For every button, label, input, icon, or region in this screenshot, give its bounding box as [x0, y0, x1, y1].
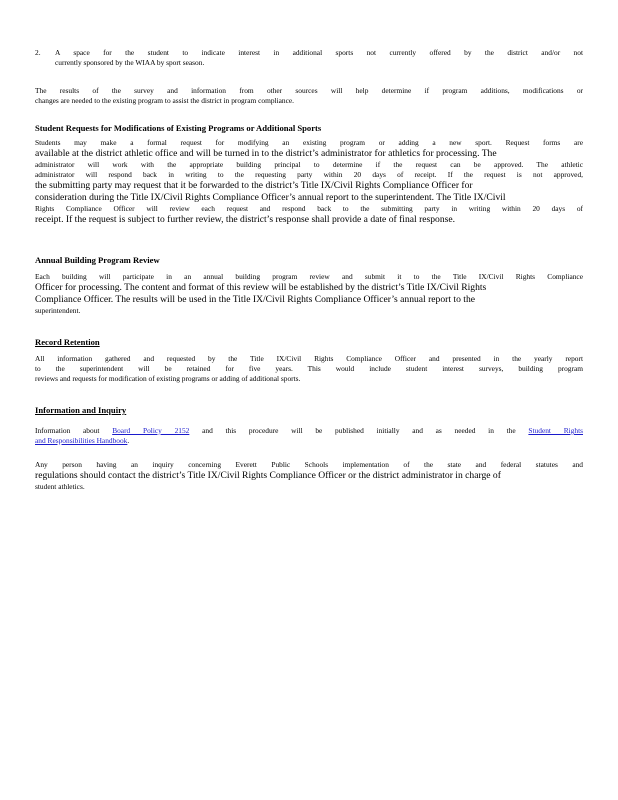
section-heading-student-requests: Student Requests for Modifications of Existing Programs or Additional Sports — [35, 123, 322, 133]
section-heading-annual-review: Annual Building Program Review — [35, 255, 160, 265]
inquiry-line: regulations should contact the district’s Title IX/Civil Rights Compliance Officer or the district administrator in charge of — [35, 470, 501, 481]
student-rights-handbook-link-part2[interactable]: and Responsibilities Handbook — [35, 436, 128, 445]
student-requests-line: receipt. If the request is subject to further review, the district’s response shall provide a date of final response. — [35, 214, 456, 225]
list-number: 2. — [35, 48, 41, 57]
student-rights-handbook-link-part1[interactable]: Student Rights — [528, 426, 583, 435]
list-item-2 — [35, 48, 583, 68]
annual-review-section — [35, 254, 583, 316]
list-item-2-line1: 2. A space for the student to indicate interest in additional sports not currently offered by the district and/or not — [35, 48, 583, 57]
results-line1: The results of the survey and information from other sources will help determine if program additions, modifications or — [35, 86, 583, 95]
student-requests-section — [35, 122, 583, 226]
record-retention-line: to the superintendent will be retained for five years. This would include student interest surveys, building program — [35, 364, 583, 373]
information-line1: Information about Board Policy 2152 and this procedure will be published initially and as needed in the Student Rights — [35, 426, 583, 435]
information-inquiry-section — [35, 404, 583, 492]
student-requests-line: administrator will work with the appropriate building principal to determine if the request can be approved. The athletic — [35, 160, 583, 169]
record-retention-line: reviews and requests for modification of existing programs or adding of additional sports. — [35, 374, 301, 383]
results-paragraph — [35, 86, 583, 106]
student-requests-line: consideration during the Title IX/Civil Rights Compliance Officer’s annual report to the superintendent. The Title IX/Civil — [35, 192, 506, 203]
board-policy-link[interactable]: Board Policy 2152 — [112, 426, 190, 435]
section-heading-record-retention: Record Retention — [35, 337, 100, 347]
annual-review-line: Each building will participate in an annual building program review and submit it to the Title IX/Civil Rights Compliance — [35, 272, 583, 281]
annual-review-line: Compliance Officer. The results will be used in the Title IX/Civil Rights Compliance Officer’s annual report to the — [35, 294, 475, 305]
annual-review-line: Officer for processing. The content and format of this review will be established by the district’s Title IX/Civil Rights — [35, 282, 487, 293]
student-requests-line: available at the district athletic office and will be turned in to the district’s administrator for athletics for processing. The — [35, 148, 497, 159]
student-requests-line: Rights Compliance Officer will review each request and respond back to the submitting party in writing within 20 days of — [35, 204, 583, 213]
student-requests-line: the submitting party may request that it be forwarded to the district’s Title IX/Civil Rights Compliance Officer for — [35, 180, 473, 191]
student-requests-line: Students may make a formal request for modifying an existing program or adding a new sport. Request forms are — [35, 138, 583, 147]
annual-review-line: superintendent. — [35, 306, 81, 315]
results-line2: changes are needed to the existing program to assist the district in program compliance. — [35, 96, 295, 105]
list-item-2-line2: currently sponsored by the WIAA by sport season. — [55, 58, 205, 67]
record-retention-section — [35, 336, 583, 384]
inquiry-line: Any person having an inquiry concerning Everett Public Schools implementation of the state and federal statutes and — [35, 460, 583, 469]
information-line2: and Responsibilities Handbook. — [35, 436, 130, 445]
student-requests-line: administrator will respond back in writing to the requesting party within 20 days of receipt. If the request is not approved, — [35, 170, 583, 179]
section-heading-information-inquiry: Information and Inquiry — [35, 405, 127, 415]
inquiry-line: student athletics. — [35, 482, 85, 491]
record-retention-line: All information gathered and requested by the Title IX/Civil Rights Compliance Officer and presented in the yearly report — [35, 354, 583, 363]
